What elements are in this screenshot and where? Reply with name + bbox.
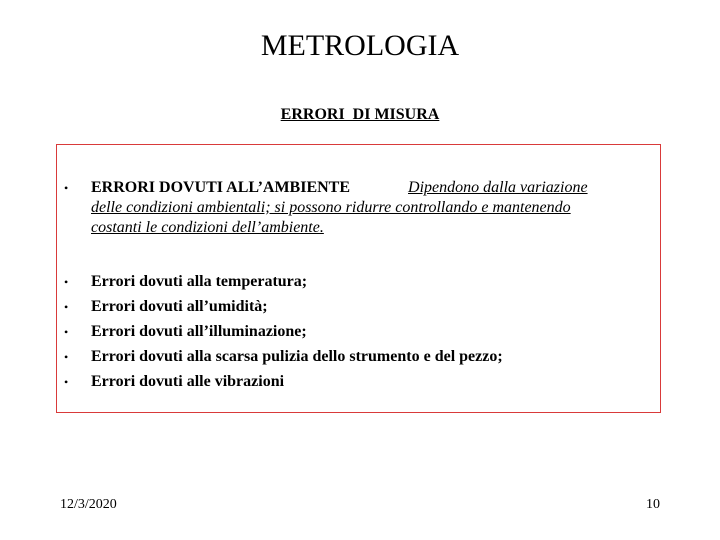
slide-title: METROLOGIA bbox=[260, 29, 460, 62]
content-box bbox=[56, 144, 661, 413]
bullet-marker: • bbox=[64, 350, 69, 364]
section-line-3 bbox=[91, 218, 656, 238]
footer-date: 12/3/2020 bbox=[60, 497, 117, 512]
section-description-1: Dipendono dalla variazione bbox=[408, 179, 588, 196]
list-item-text: Errori dovuti all’illuminazione; bbox=[91, 323, 307, 340]
section-description-3: costanti le condizioni dell’ambiente. bbox=[91, 219, 324, 236]
bullet-marker: • bbox=[64, 300, 69, 314]
list-item-text: Errori dovuti alle vibrazioni bbox=[91, 373, 285, 390]
bullet-marker: • bbox=[64, 181, 69, 195]
bullet-marker: • bbox=[64, 275, 69, 289]
bullet-marker: • bbox=[64, 325, 69, 339]
slide-subtitle bbox=[0, 105, 720, 125]
section-heading: ERRORI DOVUTI ALL’AMBIENTE bbox=[91, 179, 351, 196]
list-item-text: Errori dovuti alla temperatura; bbox=[91, 273, 308, 290]
subtitle-text: ERRORI DI MISURA bbox=[280, 106, 440, 123]
bullet-marker: • bbox=[64, 375, 69, 389]
list-item-text: Errori dovuti alla scarsa pulizia dello strumento e del pezzo; bbox=[91, 348, 503, 365]
footer-page-number: 10 bbox=[646, 497, 660, 512]
section-paragraph bbox=[91, 178, 656, 238]
section-line-1 bbox=[91, 178, 656, 198]
section-line-2 bbox=[91, 198, 656, 218]
section-description-2: delle condizioni ambientali; si possono ridurre controllando e mantenendo bbox=[91, 199, 571, 216]
list-item-text: Errori dovuti all’umidità; bbox=[91, 298, 268, 315]
